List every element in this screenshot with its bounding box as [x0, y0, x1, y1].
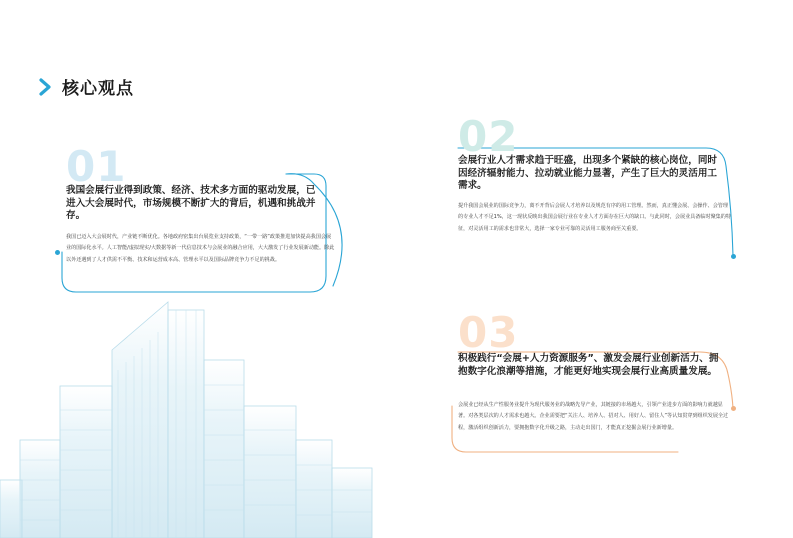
- point-title: 我国会展行业得到政策、经济、技术多方面的驱动发展，已进入大会展时代，市场规模不断扩大的背后，机遇和挑战并存。: [66, 185, 316, 222]
- key-point-card-01: [58, 142, 358, 296]
- point-title: 会展行业人才需求趋于旺盛，出现多个紧缺的核心岗位，同时因经济辐射能力、拉动就业能力显著，产生了巨大的灵活用工需求。: [458, 155, 718, 192]
- key-point-card-02: [448, 112, 738, 276]
- point-body: 提升我国会展业的国际竞争力，离不开背后会展人才培养以及规范有序的用工管理。然而，真正懂会展、会操作、会管理的专业人才不足1%，这一现状反映出我国会展行业在专业人才方面存在巨大的缺口。与此同时，会展业具备临时聚集的特征，对灵活用工的需求也非常大，选择一家专业可靠的灵活用工服务商至关重要。: [458, 203, 731, 232]
- section-header: [38, 74, 134, 99]
- point-number: 02: [458, 112, 519, 161]
- point-number: 01: [66, 142, 127, 191]
- point-number: 03: [458, 308, 519, 357]
- point-body: 会展业已经从生产性服务业提升为现代服务业的战略先导产业，其链接的市场越大，引领产业进步方面的影响力就越显著。对各类层次的人才需求也越大。企业需要把“关注人、培养人、招对人、用好人、留住人”等认知贯穿到组织发展全过程，激活组织创新活力，要拥抱数字化升级之路，主动走出国门，才能真正挖掘会展行业新增量。: [458, 402, 729, 431]
- page-title: 核心观点: [62, 79, 134, 99]
- accent-dot: [731, 254, 736, 259]
- city-skyline-illustration: [0, 290, 400, 538]
- accent-dot: [55, 250, 60, 255]
- point-title: 积极践行“会展+人力资源服务”、激发会展行业创新活力、拥抱数字化浪潮等措施，才能更好地实现会展行业高质量发展。: [458, 353, 719, 377]
- point-body: 我国已迈入大会展时代，产业链不断优化。各地政府密集出台展览业支持政策，“一带一路”政策推进加快提高我国会展业的国际化水平。人工智能/虚拟现实/大数据等新一代信息技术与会展业的融合应用，大大激发了行业发展新动能。除此以外还遇到了人才供需不平衡、技术和运营成本高、管理水平以及国际品牌竞争力不足的挑战。: [66, 234, 335, 263]
- chevron-right-icon: [38, 78, 53, 96]
- key-point-card-03: [448, 308, 738, 458]
